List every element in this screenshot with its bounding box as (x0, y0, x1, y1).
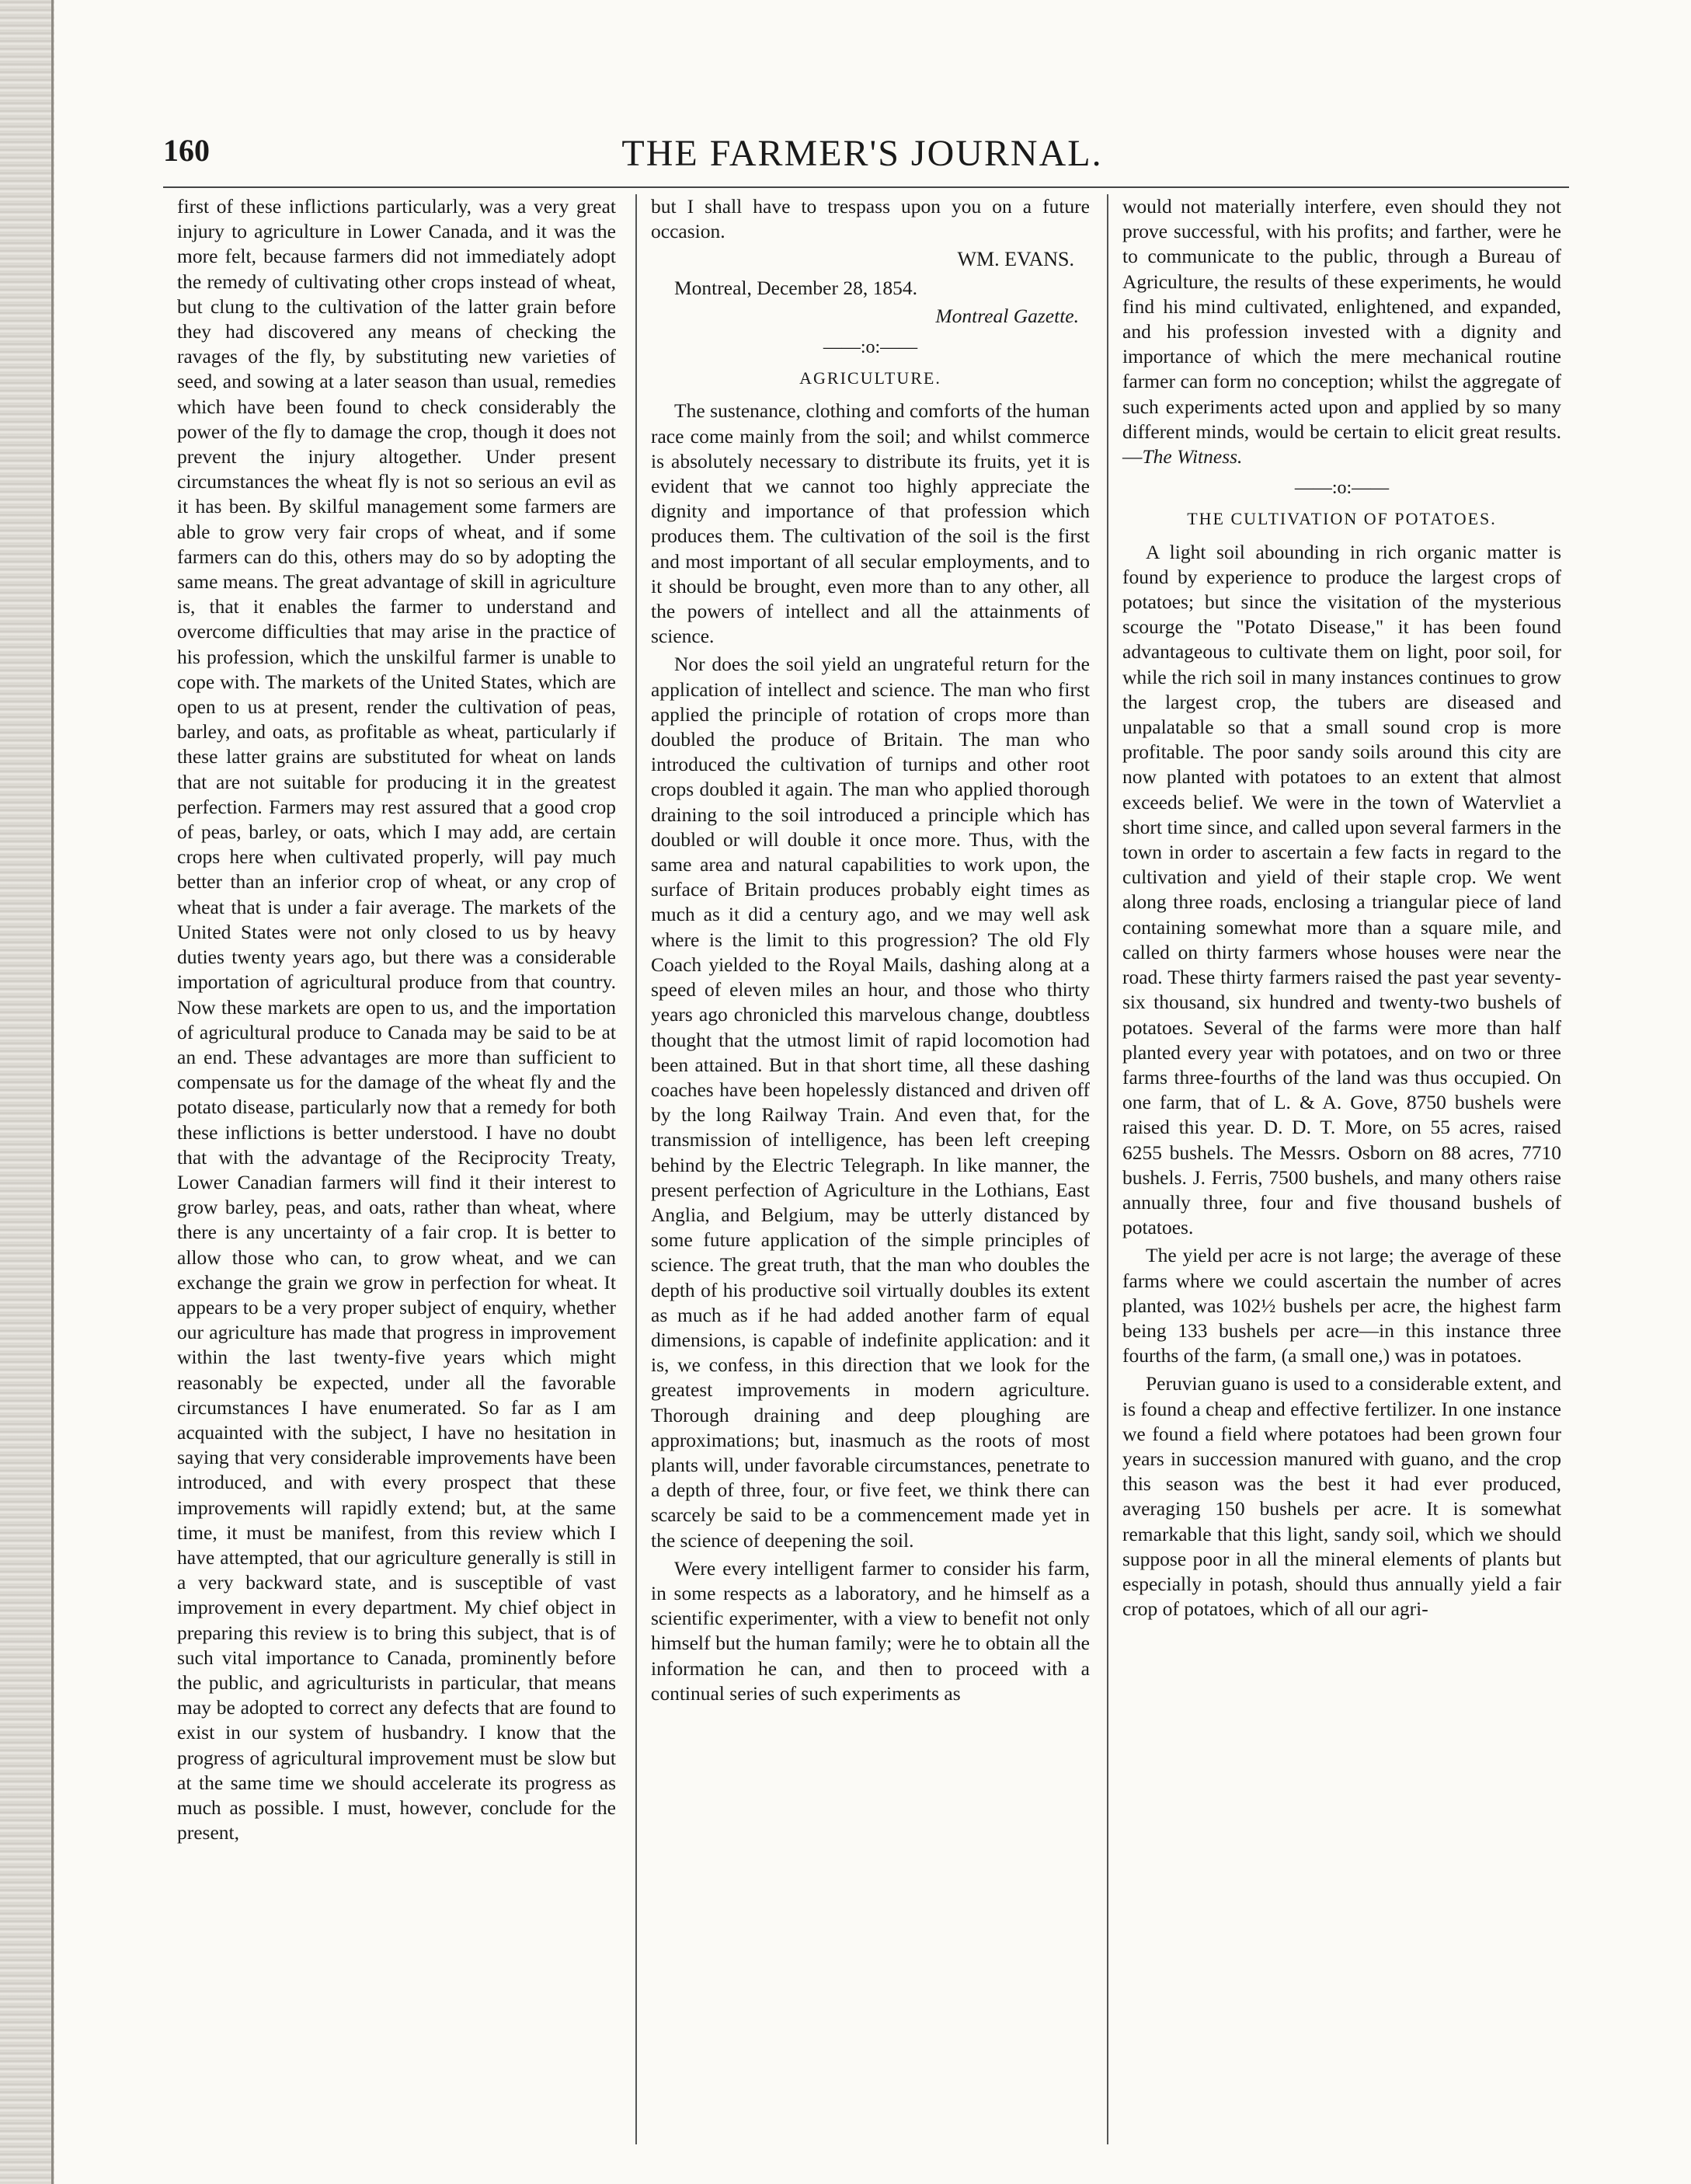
paragraph: but I shall have to trespass upon you on a future occasion. (651, 195, 1090, 243)
dateline: Montreal, December 28, 1854. (674, 276, 917, 299)
paragraph: Nor does the soil yield an ungrateful return for the application of intellect and science. The man who first applied the principle of rotation of crops more than doubled the produce of Britain. The man who introduced the cultivation of turnips and other root crops doubled it again. The man who applied thorough draining to the soil introduced a principle which has doubled or will double it once more. Thus, with the same area and natural capabilities to work upon, the surface of Britain produces probably eight times as much as it did a century ago, and we may well ask where is the limit to this progression? The old Fly Coach yielded to the Royal Mails, dashing along at a speed of eleven miles an hour, and those who thirty years ago chronicled this marvelous change, doubtless thought that the utmost limit of rapid locomotion had been attained. But in that short time, all these dashing coaches have been hopelessly distanced and driven off by the long Railway Train. And even that, for the transmission of intelligence, has been left creeping behind by the Electric Telegraph. In like manner, the present perfection of Agriculture in the Lothians, East Anglia, and Belgium, may be utterly distanced by some future application of the simple principles of science. The great truth, that the man who doubles the depth of his productive soil virtually doubles its extent as much as if he had added another farm of equal dimensions, is capable of indefinite application: and it is, we confess, in this direction that we look for the greatest improvements in modern agriculture. Thorough draining and deep ploughing are approximations; but, inasmuch as the roots of most plants will, under favorable circumstances, penetrate to a depth of three, four, or five feet, we think there can scarcely be said to be a commencement made yet in the science of deepening the soil. (651, 653, 1090, 1552)
signature: WM. EVANS. (957, 248, 1074, 271)
page-number: 160 (163, 133, 210, 168)
paragraph (1122, 194, 1561, 469)
column-middle (651, 194, 1090, 1709)
section-heading: THE CULTIVATION OF POTATOES. (1187, 509, 1497, 529)
paragraph: Peruvian guano is used to a considerable extent, and is found a cheap and effective fertilizer. In one instance we found a field where potatoes had been grown four years in succession manured with guano, and the crop this season was the best it had ever produced, averaging 150 bushels per acre. It is somewhat remarkable that this light, sandy soil, which we should suppose poor in all the mineral elements of plants but especially in potash, should thus annually yield a fair crop of potatoes, which of all our agri- (1122, 1372, 1561, 1621)
column-divider (635, 194, 637, 2144)
column-left (177, 194, 616, 1848)
scan-binding-edge (0, 0, 54, 2184)
section-heading: AGRICULTURE. (799, 368, 941, 388)
page-header (155, 132, 1569, 186)
header-rule (163, 186, 1569, 188)
paragraph: The yield per acre is not large; the average of these farms where we could ascertain the number of acres planted, was 102½ bushels per acre, the highest farm being 133 bushels per acre—in this instance three fourths of the farm, (a small one,) was in potatoes. (1122, 1244, 1561, 1367)
paragraph: Were every intelligent farmer to consider his farm, in some respects as a laboratory, and he himself as a scientific experimenter, with a view to benefit not only himself but the human family; were he to obtain all the information he can, and then to proceed with a continual series of such experiments as (651, 1556, 1090, 1705)
paragraph: first of these inflictions particularly, was a very great injury to agriculture in Lower Canada, and it was the more felt, because farmers did not immediately adopt the remedy of cultivating other crops instead of wheat, but clung to the cultivation of the latter grain before they had discovered any means of checking the ravages of the fly, by substituting new varieties of seed, and sowing at a later season than usual, remedies which have been found to check considerably the power of the fly to damage the crop, though it does not prevent the injury altogether. Under present circumstances the wheat fly is not so serious an evil as it has been. By skilful management some farmers are able to grow very fair crops of wheat, and if some farmers can do this, others may do so by adopting the same means. The great advantage of skill in agriculture is, that it enables the farmer to understand and overcome difficulties that may arise in the practice of his profession, which the unskilful farmer is unable to cope with. The markets of the United States, which are open to us at present, render the cultivation of peas, barley, and oats, as profitable as wheat, particularly if these latter grains are substituted for wheat on lands that are not suitable for producing it in the greatest perfection. Farmers may rest assured that a good crop of peas, barley, or oats, which I may add, are certain crops here when cultivated properly, will pay much better than an inferior crop of wheat, or any crop of wheat that is under a fair average. The markets of the United States were not only closed to us by heavy duties twenty years ago, but there was a considerable importation of agricultural produce from that country. Now these markets are open to us, and the importation of agricultural produce to Canada may be said to be at an end. These advantages are more than sufficient to compensate us for the damage of the wheat fly and the potato disease, particularly now that a remedy for both these inflictions is better understood. I have no doubt that with the advantage of the Reciprocity Treaty, Lower Canadian farmers will find it their interest to grow barley, peas, and oats, rather than wheat, where there is any uncertainty of a fair crop. It is better to allow those who can, to grow wheat, and we can exchange the grain we grow in perfection for wheat. It appears to be a very proper subject of enquiry, whether our agriculture has made that progress in improvement within the last twenty-five years which might reasonably be expected, under all the favorable circumstances I have enumerated. So far as I am acquainted with the subject, I have no hesitation in saying that very considerable improvements have been introduced, and with every prospect that these improvements will rapidly extend; but, at the same time, it must be manifest, from this review which I have attempted, that our agriculture generally is still in a very backward state, and is susceptible of vast improvement in every department. My chief object in preparing this review is to bring this subject, that is of such vital importance to Canada, prominently before the public, and agriculturists in particular, that means may be adopted to correct any defects that are found to exist in our system of husbandry. I know that the progress of agricultural improvement must be slow but at the same time we should accelerate its progress as much as possible. I must, however, conclude for the present, (177, 195, 616, 1844)
paragraph: The sustenance, clothing and comforts of the human race come mainly from the soil; and whilst commerce is absolutely necessary to distribute its fruits, yet it is evident that we cannot too highly appreciate the dignity and importance of that profession which produces them. The cultivation of the soil is the first and most important of all secular employments, and to it should be brought, even more than to any other, all the powers of intellect and all the attainments of science. (651, 399, 1090, 648)
source-credit: Montreal Gazette. (935, 304, 1079, 327)
separator: ——:o:—— (823, 337, 918, 358)
scan-binding-line (51, 0, 54, 2184)
attribution: The Witness. (1142, 445, 1243, 468)
paragraph-text: would not materially interfere, even should they not prove successful, with his profits; and farther, were he to communicate to the public, through a Bureau of Agriculture, the results of these experiments, he would find his mind cultivated, enlightened, and expanded, and his profession invested with a dignity and importance of which the mere mechanical routine farmer can form no conception; whilst the aggregate of such experiments acted upon and applied by so many different minds, would be certain to elicit great results.— (1122, 195, 1561, 468)
journal-title: THE FARMER'S JOURNAL. (621, 133, 1103, 174)
column-divider (1107, 194, 1108, 2144)
paragraph: A light soil abounding in rich organic matter is found by experience to produce the largest crops of potatoes; but since the visitation of the mysterious scourge the "Potato Disease," it has been found advantageous to cultivate them on light, poor soil, for while the rich soil in many instances continues to grow the largest crop, the tubers are diseased and unpalatable so that a small sound crop is more profitable. The poor sandy soils around this city are now planted with potatoes to an extent that almost exceeds belief. We were in the town of Watervliet a short time since, and called upon several farmers in the town in order to ascertain a few facts in regard to the cultivation and yield of their staple crop. We went along three roads, enclosing a triangular piece of land containing somewhat more than a square mile, and called on thirty farmers whose houses were near the road. These thirty farmers raised the past year seventy-six thousand, six hundred and twenty-two bushels of potatoes. Several of the farms were more than half planted every year with potatoes, and on two or three farms three-fourths of the land was thus occupied. On one farm, that of L. & A. Gove, 8750 bushels were raised this year. D. D. T. More, on 55 acres, raised 6255 bushels. The Messrs. Osborn on 88 acres, 7710 bushels. J. Ferris, 7500 bushels, and many others raise annually three, four and five thousand bushels of potatoes. (1122, 540, 1561, 1239)
separator: ——:o:—— (1294, 478, 1390, 499)
column-right (1122, 194, 1561, 1625)
